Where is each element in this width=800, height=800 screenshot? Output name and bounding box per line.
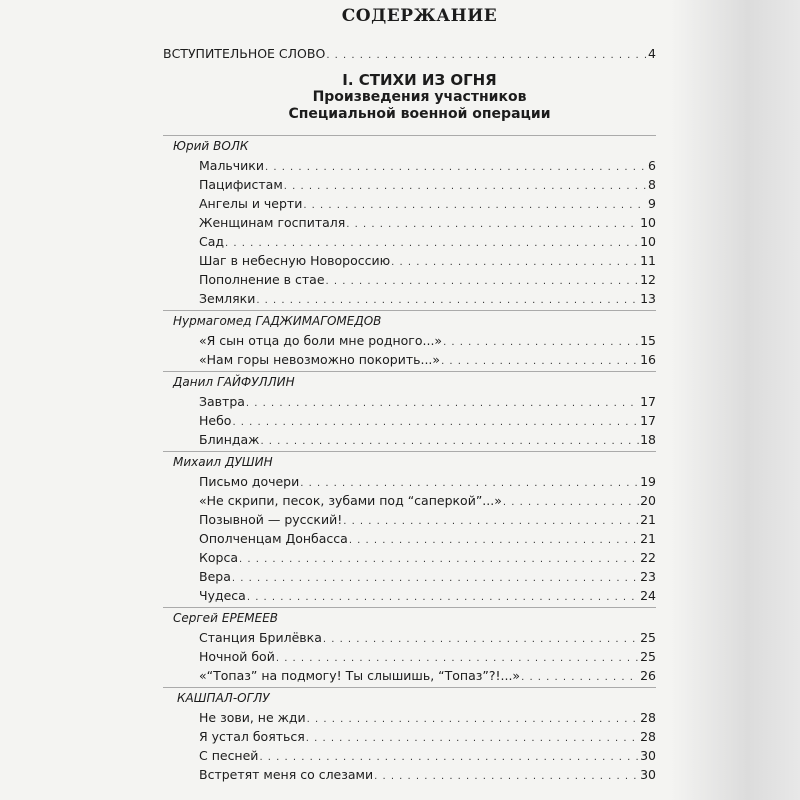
toc-entry — [163, 765, 656, 784]
toc-entry — [163, 529, 656, 548]
author-group — [163, 310, 656, 369]
toc-entry — [163, 567, 656, 586]
toc-entry — [163, 666, 656, 685]
entry-title: Шаг в небесную Новороссию — [199, 253, 391, 268]
entry-page: 25 — [640, 630, 656, 645]
author-last-name: ГАДЖИМАГОМЕДОВ — [255, 314, 382, 328]
dot-leader — [284, 177, 647, 196]
entry-page: 11 — [640, 253, 656, 268]
author-group — [163, 135, 656, 308]
author-first-name: Сергей — [173, 611, 218, 625]
toc-entry — [163, 392, 656, 411]
entry-title: Не зови, не жди — [199, 710, 306, 725]
section-title: I. СТИХИ ИЗ ОГНЯ — [342, 71, 497, 89]
toc-entry — [163, 251, 656, 270]
author-last-name: ДУШИН — [225, 455, 273, 469]
dot-leader — [239, 550, 639, 569]
toc-entry — [163, 194, 656, 213]
toc-entry — [163, 175, 656, 194]
author-name — [163, 607, 656, 628]
entry-page: 16 — [640, 352, 656, 367]
dot-leader — [232, 569, 639, 588]
dot-leader — [256, 291, 639, 310]
dot-leader — [306, 729, 639, 748]
entry-title: С песней — [199, 748, 259, 763]
entry-title: Пополнение в стае — [199, 272, 325, 287]
dot-leader — [343, 512, 639, 531]
dot-leader — [443, 333, 639, 352]
author-first-name: Юрий — [173, 139, 210, 153]
author-group — [163, 451, 656, 605]
author-last-name: ГАЙФУЛЛИН — [217, 375, 295, 389]
toc-entry — [163, 727, 656, 746]
author-last-name: ВОЛК — [213, 139, 249, 153]
entry-page: 22 — [640, 550, 656, 565]
author-last-name: ЕРЕМЕЕВ — [221, 611, 279, 625]
entry-page: 20 — [640, 493, 656, 508]
toc-intro-entry — [163, 44, 656, 63]
entry-title: Пацифистам — [199, 177, 283, 192]
author-first-name: Михаил — [173, 455, 222, 469]
entry-title: Станция Брилёвка — [199, 630, 322, 645]
entry-title: «Нам горы невозможно покорить...» — [199, 352, 441, 367]
toc-entry — [163, 647, 656, 666]
toc-entry — [163, 586, 656, 605]
toc-entry — [163, 548, 656, 567]
entry-title: Блиндаж — [199, 432, 260, 447]
entry-title: Завтра — [199, 394, 245, 409]
dot-leader — [503, 493, 639, 512]
dot-leader — [323, 630, 639, 649]
entry-page: 28 — [640, 710, 656, 725]
entry-title: Ангелы и черти — [199, 196, 303, 211]
toc-entry — [163, 491, 656, 510]
entry-title: Ополченцам Донбасса — [199, 531, 348, 546]
author-name — [163, 451, 656, 472]
toc-entry — [163, 746, 656, 765]
dot-leader — [307, 710, 639, 729]
entry-title: Позывной — русский! — [199, 512, 343, 527]
section-subtitle: Специальной военной операции — [288, 106, 551, 122]
entry-page: 9 — [648, 196, 656, 211]
entry-page: 17 — [640, 413, 656, 428]
toc-entry — [163, 628, 656, 647]
entry-title: ВСТУПИТЕЛЬНОЕ СЛОВО — [163, 46, 326, 61]
entry-title: Женщинам госпиталя — [199, 215, 346, 230]
entry-page: 21 — [640, 531, 656, 546]
entry-page: 10 — [640, 215, 656, 230]
author-name — [163, 371, 656, 392]
author-name — [163, 687, 656, 708]
entry-page: 15 — [640, 333, 656, 348]
author-last-name: КАШПАЛ-ОГЛУ — [177, 691, 270, 705]
author-group — [163, 687, 656, 784]
dot-leader — [374, 767, 639, 786]
entry-page: 28 — [640, 729, 656, 744]
entry-page: 8 — [648, 177, 656, 192]
entry-page: 25 — [640, 649, 656, 664]
toc-groups — [163, 135, 656, 784]
toc-entry — [163, 510, 656, 529]
entry-title: Корса — [199, 550, 238, 565]
toc-entry — [163, 289, 656, 308]
entry-page: 10 — [640, 234, 656, 249]
entry-page: 26 — [640, 668, 656, 683]
entry-title: Мальчики — [199, 158, 264, 173]
entry-page: 30 — [640, 767, 656, 782]
toc-entry — [163, 708, 656, 727]
entry-page: 12 — [640, 272, 656, 287]
entry-page: 17 — [640, 394, 656, 409]
dot-leader — [521, 668, 639, 687]
entry-title: Сад — [199, 234, 225, 249]
dot-leader — [265, 158, 647, 177]
dot-leader — [391, 253, 639, 272]
entry-title: Вера — [199, 569, 231, 584]
toc-page — [163, 0, 656, 784]
entry-title: «Не скрипи, песок, зубами под “саперкой”...» — [199, 493, 502, 508]
dot-leader — [232, 413, 639, 432]
author-name — [163, 310, 656, 331]
entry-title: «“Топаз” на подмогу! Ты слышишь, “Топаз”?!...» — [199, 668, 521, 683]
author-first-name: Нурмагомед — [173, 314, 252, 328]
dot-leader — [260, 432, 639, 451]
toc-entry — [163, 350, 656, 369]
entry-page: 23 — [640, 569, 656, 584]
entry-page: 19 — [640, 474, 656, 489]
toc-entry — [163, 411, 656, 430]
toc-entry — [163, 430, 656, 449]
dot-leader — [326, 46, 647, 65]
entry-page: 21 — [640, 512, 656, 527]
entry-title: Земляки — [199, 291, 256, 306]
entry-page: 4 — [648, 46, 656, 61]
entry-page: 18 — [640, 432, 656, 447]
entry-title: Я устал бояться — [199, 729, 305, 744]
toc-entry — [163, 156, 656, 175]
section-heading — [183, 71, 656, 123]
dot-leader — [346, 215, 639, 234]
entry-title: Письмо дочери — [199, 474, 300, 489]
dot-leader — [246, 394, 639, 413]
dot-leader — [441, 352, 639, 371]
entry-page: 13 — [640, 291, 656, 306]
toc-entry — [163, 331, 656, 350]
dot-leader — [247, 588, 639, 607]
page-edge-shadow — [670, 0, 800, 800]
toc-entry — [163, 472, 656, 491]
dot-leader — [349, 531, 639, 550]
dot-leader — [326, 272, 640, 291]
author-group — [163, 607, 656, 685]
toc-entry — [163, 270, 656, 289]
author-name — [163, 135, 656, 156]
toc-entry — [163, 232, 656, 251]
entry-title: «Я сын отца до боли мне родного...» — [199, 333, 443, 348]
toc-entry — [163, 213, 656, 232]
entry-page: 6 — [648, 158, 656, 173]
section-subtitle: Произведения участников — [312, 89, 527, 105]
entry-title: Встретят меня со слезами — [199, 767, 374, 782]
entry-page: 24 — [640, 588, 656, 603]
dot-leader — [303, 196, 647, 215]
page-title: СОДЕРЖАНИЕ — [341, 6, 498, 26]
entry-title: Чудеса — [199, 588, 246, 603]
author-first-name: Данил — [173, 375, 214, 389]
author-group — [163, 371, 656, 449]
entry-title: Небо — [199, 413, 232, 428]
entry-title: Ночной бой — [199, 649, 275, 664]
entry-page: 30 — [640, 748, 656, 763]
